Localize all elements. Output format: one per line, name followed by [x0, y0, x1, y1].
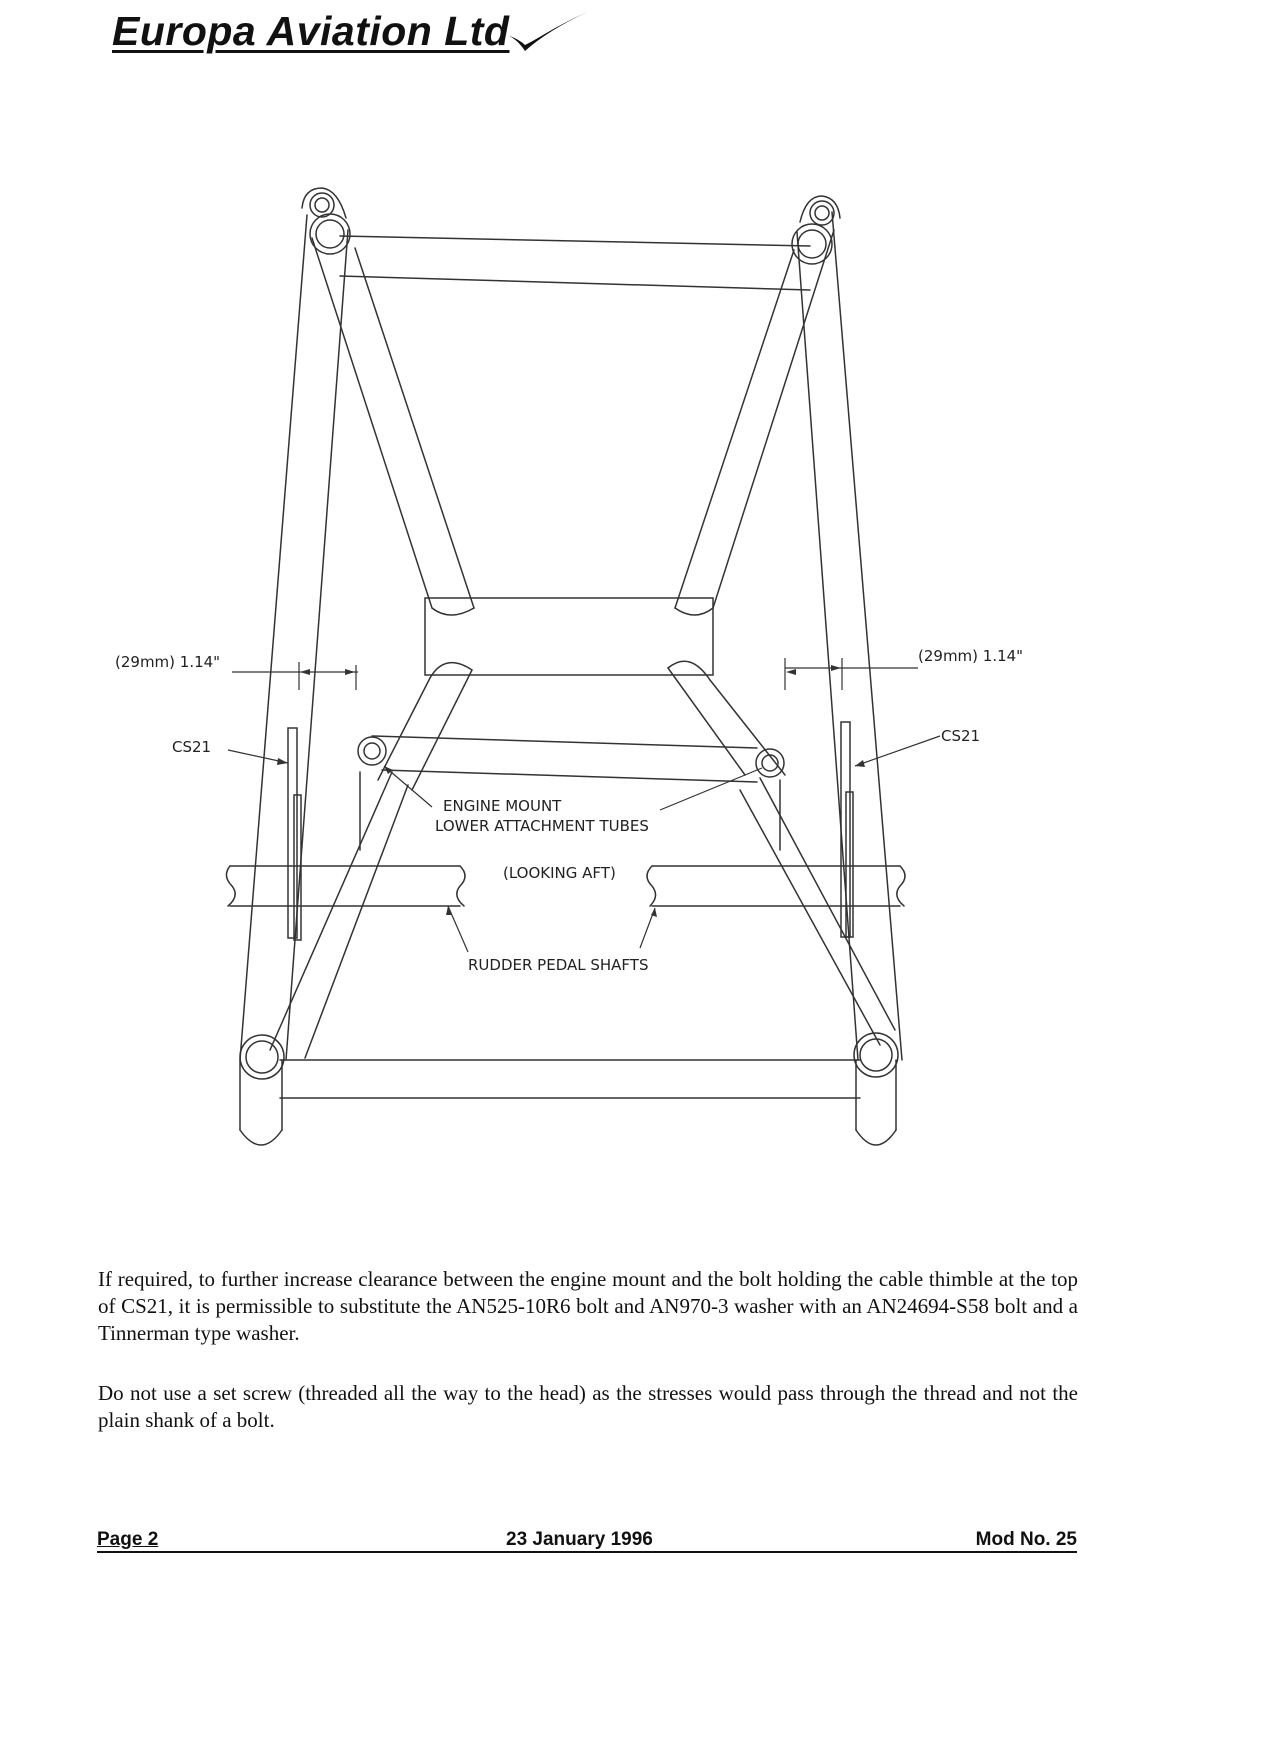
rudder-pedal-shafts-label: RUDDER PEDAL SHAFTS	[468, 956, 649, 974]
paragraph-set-screw-warning: Do not use a set screw (threaded all the way to the head) as the stresses would pass through the thread and not the plain shank of a bolt.	[98, 1381, 1078, 1432]
document-footer	[97, 1527, 1077, 1553]
cs21-left-label: CS21	[172, 738, 212, 756]
dimension-right-label: (29mm) 1.14"	[918, 647, 1024, 665]
page-number: Page 2	[97, 1529, 159, 1550]
looking-aft-label: (LOOKING AFT)	[503, 864, 616, 882]
attachment-tubes-label: LOWER ATTACHMENT TUBES	[435, 817, 649, 835]
document-date: 23 January 1996	[506, 1529, 653, 1550]
mod-number: Mod No. 25	[975, 1529, 1077, 1550]
engine-mount-label: ENGINE MOUNT	[443, 797, 562, 815]
dimension-left-label: (29mm) 1.14"	[115, 653, 221, 671]
cs21-right-label: CS21	[941, 727, 981, 745]
company-name: Europa Aviation Ltd	[112, 8, 510, 54]
paragraph-substitution: If required, to further increase clearance between the engine mount and the bolt holding the cable thimble at the top of CS21, it is permissible to substitute the AN525-10R6 bolt and AN970-3 washer with an AN24694-S58 bolt and a Tinnerman type washer.	[98, 1267, 1078, 1345]
